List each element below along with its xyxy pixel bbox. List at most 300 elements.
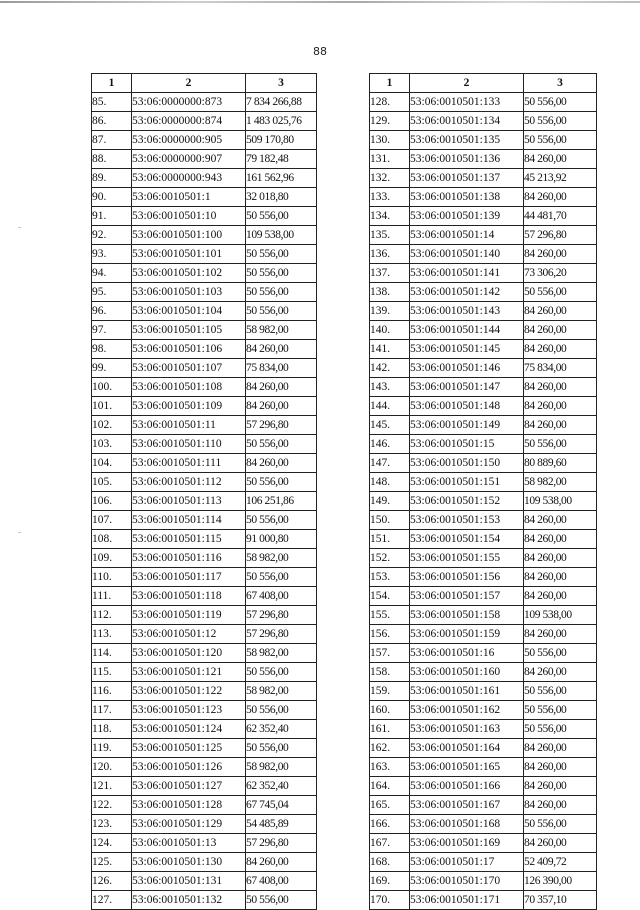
row-number-cell: 170. [370, 891, 410, 910]
table-row [92, 834, 317, 853]
value-cell: 84 260,00 [246, 454, 317, 473]
table-row [92, 112, 317, 131]
table-row [92, 378, 317, 397]
value-cell: 50 556,00 [246, 891, 317, 910]
value-cell: 70 357,10 [524, 891, 597, 910]
row-number-cell: 169. [370, 872, 410, 891]
row-number-cell: 153. [370, 568, 410, 587]
row-number-cell: 163. [370, 758, 410, 777]
value-cell: 58 982,00 [246, 644, 317, 663]
table-row [370, 872, 597, 891]
cadastral-number-cell: 53:06:0010501:15 [410, 435, 524, 454]
cadastral-number-cell: 53:06:0010501:151 [410, 473, 524, 492]
row-number-cell: 105. [92, 473, 132, 492]
table-row [92, 492, 317, 511]
table-row [370, 435, 597, 454]
cadastral-number-cell: 53:06:0010501:167 [410, 796, 524, 815]
table-row [370, 131, 597, 150]
table-row [92, 397, 317, 416]
cadastral-number-cell: 53:06:0010501:126 [132, 758, 246, 777]
cadastral-number-cell: 53:06:0010501:115 [132, 530, 246, 549]
cadastral-number-cell: 53:06:0010501:144 [410, 321, 524, 340]
table-row [370, 663, 597, 682]
cadastral-number-cell: 53:06:0010501:159 [410, 625, 524, 644]
cadastral-number-cell: 53:06:0010501:146 [410, 359, 524, 378]
cadastral-number-cell: 53:06:0000000:943 [132, 169, 246, 188]
value-cell: 67 408,00 [246, 872, 317, 891]
cadastral-number-cell: 53:06:0010501:149 [410, 416, 524, 435]
value-cell: 50 556,00 [246, 245, 317, 264]
value-cell: 57 296,80 [246, 625, 317, 644]
table-row [92, 853, 317, 872]
table-row [370, 530, 597, 549]
cadastral-number-cell: 53:06:0010501:109 [132, 397, 246, 416]
table-row [370, 416, 597, 435]
value-cell: 7 834 266,88 [246, 93, 317, 112]
table-row [370, 891, 597, 910]
cadastral-number-cell: 53:06:0010501:156 [410, 568, 524, 587]
value-cell: 62 352,40 [246, 720, 317, 739]
table-row [370, 853, 597, 872]
table-row [370, 492, 597, 511]
cadastral-number-cell: 53:06:0010501:10 [132, 207, 246, 226]
table-row [92, 606, 317, 625]
value-cell: 79 182,48 [246, 150, 317, 169]
page-number: 88 [313, 45, 327, 58]
cadastral-number-cell: 53:06:0000000:907 [132, 150, 246, 169]
value-cell: 84 260,00 [524, 245, 597, 264]
table-row [92, 283, 317, 302]
value-cell: 58 982,00 [246, 549, 317, 568]
cadastral-number-cell: 53:06:0010501:129 [132, 815, 246, 834]
value-cell: 58 982,00 [524, 473, 597, 492]
table-row [92, 796, 317, 815]
table-row [370, 568, 597, 587]
row-number-cell: 89. [92, 169, 132, 188]
table-row [370, 682, 597, 701]
table-row [92, 720, 317, 739]
value-cell: 509 170,80 [246, 131, 317, 150]
row-number-cell: 128. [370, 93, 410, 112]
table-row [370, 245, 597, 264]
table-row [92, 511, 317, 530]
table-row [92, 435, 317, 454]
table-row [370, 739, 597, 758]
value-cell: 84 260,00 [524, 397, 597, 416]
cadastral-number-cell: 53:06:0010501:153 [410, 511, 524, 530]
table-row [370, 264, 597, 283]
table-row [92, 340, 317, 359]
value-cell: 91 000,80 [246, 530, 317, 549]
scan-mark [18, 227, 21, 228]
table-row [370, 188, 597, 207]
table-row [370, 720, 597, 739]
cadastral-number-cell: 53:06:0010501:103 [132, 283, 246, 302]
row-number-cell: 91. [92, 207, 132, 226]
table-row [370, 302, 597, 321]
cadastral-table-left [91, 73, 317, 910]
value-cell: 44 481,70 [524, 207, 597, 226]
row-number-cell: 160. [370, 701, 410, 720]
cadastral-number-cell: 53:06:0010501:132 [132, 891, 246, 910]
value-cell: 84 260,00 [246, 853, 317, 872]
row-number-cell: 146. [370, 435, 410, 454]
value-cell: 84 260,00 [524, 739, 597, 758]
row-number-cell: 107. [92, 511, 132, 530]
value-cell: 75 834,00 [246, 359, 317, 378]
row-number-cell: 114. [92, 644, 132, 663]
table-row [92, 416, 317, 435]
cadastral-number-cell: 53:06:0010501:14 [410, 226, 524, 245]
table-header-row [92, 74, 317, 93]
value-cell: 84 260,00 [524, 758, 597, 777]
value-cell: 84 260,00 [524, 625, 597, 644]
row-number-cell: 161. [370, 720, 410, 739]
row-number-cell: 157. [370, 644, 410, 663]
row-number-cell: 125. [92, 853, 132, 872]
value-cell: 84 260,00 [246, 340, 317, 359]
table-row [92, 701, 317, 720]
value-cell: 58 982,00 [246, 758, 317, 777]
row-number-cell: 131. [370, 150, 410, 169]
cadastral-number-cell: 53:06:0010501:154 [410, 530, 524, 549]
table-row [92, 188, 317, 207]
value-cell: 50 556,00 [524, 435, 597, 454]
table-row [370, 169, 597, 188]
table-row [92, 150, 317, 169]
table-row [370, 606, 597, 625]
row-number-cell: 145. [370, 416, 410, 435]
cadastral-number-cell: 53:06:0010501:138 [410, 188, 524, 207]
table-row [92, 587, 317, 606]
value-cell: 57 296,80 [524, 226, 597, 245]
cadastral-number-cell: 53:06:0010501:150 [410, 454, 524, 473]
table-row [92, 169, 317, 188]
cadastral-number-cell: 53:06:0010501:121 [132, 663, 246, 682]
cadastral-number-cell: 53:06:0010501:1 [132, 188, 246, 207]
table-row [370, 587, 597, 606]
row-number-cell: 133. [370, 188, 410, 207]
value-cell: 84 260,00 [524, 378, 597, 397]
row-number-cell: 113. [92, 625, 132, 644]
cadastral-number-cell: 53:06:0000000:873 [132, 93, 246, 112]
value-cell: 50 556,00 [246, 473, 317, 492]
value-cell: 58 982,00 [246, 321, 317, 340]
table-row [92, 207, 317, 226]
row-number-cell: 151. [370, 530, 410, 549]
value-cell: 50 556,00 [524, 815, 597, 834]
value-cell: 109 538,00 [524, 492, 597, 511]
cadastral-number-cell: 53:06:0010501:125 [132, 739, 246, 758]
value-cell: 67 408,00 [246, 587, 317, 606]
cadastral-number-cell: 53:06:0010501:116 [132, 549, 246, 568]
value-cell: 80 889,60 [524, 454, 597, 473]
cadastral-number-cell: 53:06:0010501:119 [132, 606, 246, 625]
value-cell: 57 296,80 [246, 834, 317, 853]
cadastral-number-cell: 53:06:0010501:102 [132, 264, 246, 283]
cadastral-number-cell: 53:06:0010501:123 [132, 701, 246, 720]
row-number-cell: 148. [370, 473, 410, 492]
column-header-cadastral-number: 2 [410, 74, 524, 93]
cadastral-number-cell: 53:06:0010501:118 [132, 587, 246, 606]
cadastral-number-cell: 53:06:0010501:112 [132, 473, 246, 492]
table-row [92, 739, 317, 758]
table-row [92, 758, 317, 777]
value-cell: 50 556,00 [246, 739, 317, 758]
cadastral-number-cell: 53:06:0010501:120 [132, 644, 246, 663]
row-number-cell: 127. [92, 891, 132, 910]
value-cell: 84 260,00 [524, 587, 597, 606]
cadastral-number-cell: 53:06:0010501:165 [410, 758, 524, 777]
row-number-cell: 96. [92, 302, 132, 321]
table-row [370, 511, 597, 530]
cadastral-number-cell: 53:06:0010501:110 [132, 435, 246, 454]
row-number-cell: 144. [370, 397, 410, 416]
value-cell: 50 556,00 [524, 283, 597, 302]
cadastral-number-cell: 53:06:0010501:124 [132, 720, 246, 739]
table-row [92, 245, 317, 264]
row-number-cell: 87. [92, 131, 132, 150]
cadastral-table-right [369, 73, 597, 910]
cadastral-number-cell: 53:06:0010501:130 [132, 853, 246, 872]
table-row [92, 454, 317, 473]
value-cell: 50 556,00 [246, 701, 317, 720]
row-number-cell: 122. [92, 796, 132, 815]
value-cell: 32 018,80 [246, 188, 317, 207]
row-number-cell: 159. [370, 682, 410, 701]
row-number-cell: 135. [370, 226, 410, 245]
row-number-cell: 115. [92, 663, 132, 682]
value-cell: 57 296,80 [246, 416, 317, 435]
table-row [92, 264, 317, 283]
table-row [92, 891, 317, 910]
row-number-cell: 101. [92, 397, 132, 416]
value-cell: 84 260,00 [524, 321, 597, 340]
value-cell: 84 260,00 [524, 549, 597, 568]
row-number-cell: 165. [370, 796, 410, 815]
table-row [92, 872, 317, 891]
value-cell: 50 556,00 [246, 207, 317, 226]
row-number-cell: 116. [92, 682, 132, 701]
cadastral-number-cell: 53:06:0010501:100 [132, 226, 246, 245]
value-cell: 84 260,00 [524, 416, 597, 435]
value-cell: 50 556,00 [246, 283, 317, 302]
cadastral-number-cell: 53:06:0010501:152 [410, 492, 524, 511]
value-cell: 50 556,00 [246, 435, 317, 454]
value-cell: 84 260,00 [246, 378, 317, 397]
row-number-cell: 158. [370, 663, 410, 682]
cadastral-number-cell: 53:06:0010501:17 [410, 853, 524, 872]
row-number-cell: 149. [370, 492, 410, 511]
row-number-cell: 98. [92, 340, 132, 359]
row-number-cell: 139. [370, 302, 410, 321]
table-row [92, 93, 317, 112]
cadastral-number-cell: 53:06:0010501:164 [410, 739, 524, 758]
row-number-cell: 156. [370, 625, 410, 644]
row-number-cell: 111. [92, 587, 132, 606]
value-cell: 45 213,92 [524, 169, 597, 188]
cadastral-number-cell: 53:06:0010501:170 [410, 872, 524, 891]
column-header-value: 3 [524, 74, 597, 93]
table-row [370, 777, 597, 796]
table-row [370, 283, 597, 302]
row-number-cell: 168. [370, 853, 410, 872]
table-row [92, 568, 317, 587]
table-row [92, 549, 317, 568]
row-number-cell: 109. [92, 549, 132, 568]
value-cell: 50 556,00 [246, 568, 317, 587]
row-number-cell: 124. [92, 834, 132, 853]
value-cell: 84 260,00 [524, 834, 597, 853]
value-cell: 54 485,89 [246, 815, 317, 834]
cadastral-number-cell: 53:06:0010501:140 [410, 245, 524, 264]
row-number-cell: 119. [92, 739, 132, 758]
row-number-cell: 90. [92, 188, 132, 207]
table-row [370, 93, 597, 112]
value-cell: 161 562,96 [246, 169, 317, 188]
cadastral-number-cell: 53:06:0010501:133 [410, 93, 524, 112]
value-cell: 50 556,00 [246, 511, 317, 530]
column-header-number: 1 [92, 74, 132, 93]
row-number-cell: 142. [370, 359, 410, 378]
cadastral-number-cell: 53:06:0010501:12 [132, 625, 246, 644]
cadastral-number-cell: 53:06:0010501:11 [132, 416, 246, 435]
row-number-cell: 118. [92, 720, 132, 739]
value-cell: 50 556,00 [524, 112, 597, 131]
row-number-cell: 85. [92, 93, 132, 112]
row-number-cell: 130. [370, 131, 410, 150]
cadastral-number-cell: 53:06:0000000:905 [132, 131, 246, 150]
cadastral-number-cell: 53:06:0010501:127 [132, 777, 246, 796]
table-row [370, 701, 597, 720]
cadastral-number-cell: 53:06:0010501:135 [410, 131, 524, 150]
table-row [92, 682, 317, 701]
value-cell: 50 556,00 [524, 131, 597, 150]
cadastral-number-cell: 53:06:0010501:117 [132, 568, 246, 587]
row-number-cell: 97. [92, 321, 132, 340]
cadastral-number-cell: 53:06:0010501:106 [132, 340, 246, 359]
table-row [370, 625, 597, 644]
table-row [92, 131, 317, 150]
cadastral-number-cell: 53:06:0010501:101 [132, 245, 246, 264]
table-row [92, 663, 317, 682]
table-row [370, 359, 597, 378]
value-cell: 109 538,00 [246, 226, 317, 245]
table-row [370, 549, 597, 568]
table-row [92, 359, 317, 378]
table-row [370, 150, 597, 169]
table-row [92, 815, 317, 834]
row-number-cell: 103. [92, 435, 132, 454]
value-cell: 50 556,00 [246, 302, 317, 321]
row-number-cell: 102. [92, 416, 132, 435]
cadastral-number-cell: 53:06:0010501:171 [410, 891, 524, 910]
cadastral-number-cell: 53:06:0010501:104 [132, 302, 246, 321]
row-number-cell: 140. [370, 321, 410, 340]
value-cell: 109 538,00 [524, 606, 597, 625]
table-row [92, 777, 317, 796]
row-number-cell: 123. [92, 815, 132, 834]
column-header-value: 3 [246, 74, 317, 93]
row-number-cell: 143. [370, 378, 410, 397]
cadastral-number-cell: 53:06:0010501:143 [410, 302, 524, 321]
table-row [370, 815, 597, 834]
cadastral-number-cell: 53:06:0010501:158 [410, 606, 524, 625]
cadastral-number-cell: 53:06:0010501:141 [410, 264, 524, 283]
value-cell: 84 260,00 [524, 796, 597, 815]
row-number-cell: 137. [370, 264, 410, 283]
scan-top-edge [0, 1, 640, 3]
row-number-cell: 134. [370, 207, 410, 226]
value-cell: 50 556,00 [524, 93, 597, 112]
value-cell: 50 556,00 [524, 701, 597, 720]
cadastral-number-cell: 53:06:0010501:136 [410, 150, 524, 169]
table-row [92, 226, 317, 245]
cadastral-number-cell: 53:06:0010501:155 [410, 549, 524, 568]
value-cell: 84 260,00 [524, 777, 597, 796]
table-row [370, 226, 597, 245]
row-number-cell: 95. [92, 283, 132, 302]
row-number-cell: 121. [92, 777, 132, 796]
value-cell: 67 745,04 [246, 796, 317, 815]
value-cell: 84 260,00 [524, 663, 597, 682]
row-number-cell: 106. [92, 492, 132, 511]
row-number-cell: 93. [92, 245, 132, 264]
row-number-cell: 150. [370, 511, 410, 530]
row-number-cell: 112. [92, 606, 132, 625]
row-number-cell: 104. [92, 454, 132, 473]
row-number-cell: 120. [92, 758, 132, 777]
table-row [370, 473, 597, 492]
value-cell: 50 556,00 [524, 682, 597, 701]
row-number-cell: 132. [370, 169, 410, 188]
value-cell: 106 251,86 [246, 492, 317, 511]
row-number-cell: 162. [370, 739, 410, 758]
value-cell: 50 556,00 [246, 264, 317, 283]
column-header-cadastral-number: 2 [132, 74, 246, 93]
row-number-cell: 86. [92, 112, 132, 131]
table-row [370, 397, 597, 416]
cadastral-number-cell: 53:06:0010501:139 [410, 207, 524, 226]
value-cell: 50 556,00 [246, 663, 317, 682]
cadastral-number-cell: 53:06:0000000:874 [132, 112, 246, 131]
table-row [370, 340, 597, 359]
row-number-cell: 166. [370, 815, 410, 834]
value-cell: 84 260,00 [246, 397, 317, 416]
cadastral-number-cell: 53:06:0010501:137 [410, 169, 524, 188]
cadastral-number-cell: 53:06:0010501:147 [410, 378, 524, 397]
value-cell: 75 834,00 [524, 359, 597, 378]
cadastral-number-cell: 53:06:0010501:111 [132, 454, 246, 473]
value-cell: 84 260,00 [524, 302, 597, 321]
row-number-cell: 88. [92, 150, 132, 169]
row-number-cell: 147. [370, 454, 410, 473]
value-cell: 84 260,00 [524, 150, 597, 169]
value-cell: 84 260,00 [524, 530, 597, 549]
value-cell: 84 260,00 [524, 511, 597, 530]
cadastral-number-cell: 53:06:0010501:16 [410, 644, 524, 663]
value-cell: 126 390,00 [524, 872, 597, 891]
cadastral-number-cell: 53:06:0010501:169 [410, 834, 524, 853]
value-cell: 1 483 025,76 [246, 112, 317, 131]
value-cell: 52 409,72 [524, 853, 597, 872]
row-number-cell: 92. [92, 226, 132, 245]
cadastral-number-cell: 53:06:0010501:166 [410, 777, 524, 796]
cadastral-number-cell: 53:06:0010501:13 [132, 834, 246, 853]
cadastral-number-cell: 53:06:0010501:162 [410, 701, 524, 720]
value-cell: 84 260,00 [524, 340, 597, 359]
table-row [92, 302, 317, 321]
